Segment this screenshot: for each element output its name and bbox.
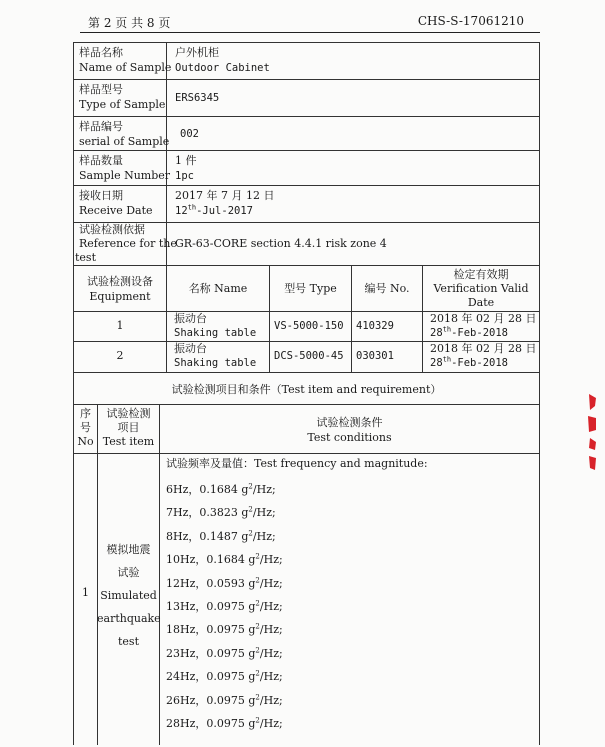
sample-serial-value: 002	[180, 128, 199, 140]
frequency-item: 24Hz，0.0975 $g^2/Hz$;	[166, 669, 283, 684]
sample-qty-value-en: 1pc	[175, 170, 194, 182]
sample-serial-label-en: serial of Sample	[79, 135, 170, 148]
reference-label-en: Reference for the	[79, 237, 177, 250]
equipment-label-cn: 试验检测设备	[87, 275, 153, 288]
col-no-header: 编号 No.	[364, 282, 410, 295]
col-conditions-header-en: Test conditions	[307, 431, 392, 444]
frequency-item: 28Hz，0.0975 $g^2/Hz$;	[166, 716, 283, 731]
frequency-item: 10Hz，0.1684 $g^2/Hz$;	[166, 552, 283, 567]
receive-date-label-cn: 接收日期	[79, 189, 123, 202]
equipment-row-1-index: 1	[116, 319, 124, 332]
test-row-number: 1	[82, 586, 89, 599]
sample-type-label-cn: 样品型号	[79, 83, 123, 96]
equipment-row-1-number: 410329	[356, 320, 394, 332]
col-seq-header-en: No	[77, 435, 94, 448]
frequency-item: 13Hz，0.0975 $g^2/Hz$;	[166, 599, 283, 614]
equipment-row-2-name-en: Shaking table	[174, 357, 257, 369]
frequency-item: 8Hz，0.1487 $g^2/Hz$;	[166, 529, 276, 543]
sample-qty-value-cn: 1 件	[175, 154, 197, 167]
equipment-row-1-valid-cn: 2018 年 02 月 28 日	[430, 312, 537, 325]
receive-date-value-cn: 2017 年 7 月 12 日	[175, 189, 275, 202]
equipment-row-1-name-en: Shaking table	[174, 327, 257, 339]
col-conditions-header-cn: 试验检测条件	[316, 416, 383, 429]
col-item-header-cn-2: 项目	[117, 421, 140, 434]
col-valid-header-cn: 检定有效期	[453, 268, 509, 281]
col-item-header-en: Test item	[102, 435, 155, 448]
equipment-row-2-name-cn: 振动台	[174, 342, 207, 355]
frequency-list	[166, 478, 283, 735]
report-number: CHS-S-17061210	[417, 14, 524, 28]
sample-name-label-en: Name of Sample	[79, 61, 172, 74]
sample-name-label-cn: 样品名称	[79, 46, 123, 59]
col-valid-header-en-2: Date	[467, 296, 495, 309]
col-name-header: 名称 Name	[188, 282, 248, 295]
equipment-row-2-valid-cn: 2018 年 02 月 28 日	[430, 342, 537, 355]
col-seq-header-cn: 序	[80, 407, 91, 420]
col-item-header-cn: 试验检测	[106, 407, 151, 420]
equipment-row-2-type: DCS-5000-45	[274, 350, 344, 362]
reference-value: GR-63-CORE section 4.4.1 risk zone 4	[175, 237, 387, 250]
sample-qty-label-cn: 样品数量	[79, 154, 123, 167]
sample-name-value-cn: 户外机柜	[175, 46, 219, 59]
frequency-item: 12Hz，0.0593 $g^2/Hz$;	[166, 575, 283, 590]
frequency-item: 23Hz，0.0975 $g^2/Hz$;	[166, 646, 283, 660]
page-header	[80, 12, 540, 33]
equipment-row-1-name-cn: 振动台	[174, 312, 207, 325]
page-number: 第 2 页 共 8 页	[88, 16, 171, 30]
frequency-intro: 试验频率及量值：Test frequency and magnitude:	[166, 457, 428, 470]
equipment-row-1-type: VS-5000-150	[274, 320, 344, 332]
equipment-row-2-index: 2	[116, 349, 124, 362]
receive-date-value-en: 12th-Jul-2017	[175, 203, 253, 217]
col-valid-header-en: Verification Valid	[433, 282, 529, 295]
frequency-item: 18Hz，0.0975 $g^2/Hz$;	[166, 622, 283, 637]
sample-qty-label-en: Sample Number	[79, 169, 171, 182]
equipment-row-2-number: 030301	[356, 350, 394, 362]
sample-name-value-en: Outdoor Cabinet	[175, 62, 270, 74]
frequency-item: 7Hz，0.3823 $g^2/Hz$;	[166, 505, 276, 520]
test-section-title: 试验检测项目和条件（Test item and requirement）	[171, 383, 442, 396]
frequency-item: 26Hz，0.0975 $g^2/Hz$;	[166, 693, 283, 707]
equipment-row-2-valid-en: 28th-Feb-2018	[430, 355, 508, 369]
reference-label-cn: 试验检测依据	[79, 223, 145, 236]
equipment-label-en: Equipment	[89, 290, 151, 303]
reference-label-en-2: test	[75, 251, 96, 264]
sample-type-value: ERS6345	[175, 92, 220, 104]
sample-serial-label-cn: 样品编号	[79, 120, 123, 133]
receive-date-label-en: Receive Date	[79, 204, 153, 217]
col-seq-header-cn-2: 号	[80, 421, 91, 434]
red-seal-mark	[586, 392, 598, 472]
test-item-name: 模拟地震 试验 Simulated earthquake test	[97, 543, 161, 648]
frequency-item: 6Hz，0.1684 $g^2/Hz$;	[166, 482, 276, 496]
sample-type-label-en: Type of Sample	[79, 98, 166, 111]
equipment-row-1-valid-en: 28th-Feb-2018	[430, 325, 508, 339]
col-type-header: 型号 Type	[284, 282, 337, 295]
